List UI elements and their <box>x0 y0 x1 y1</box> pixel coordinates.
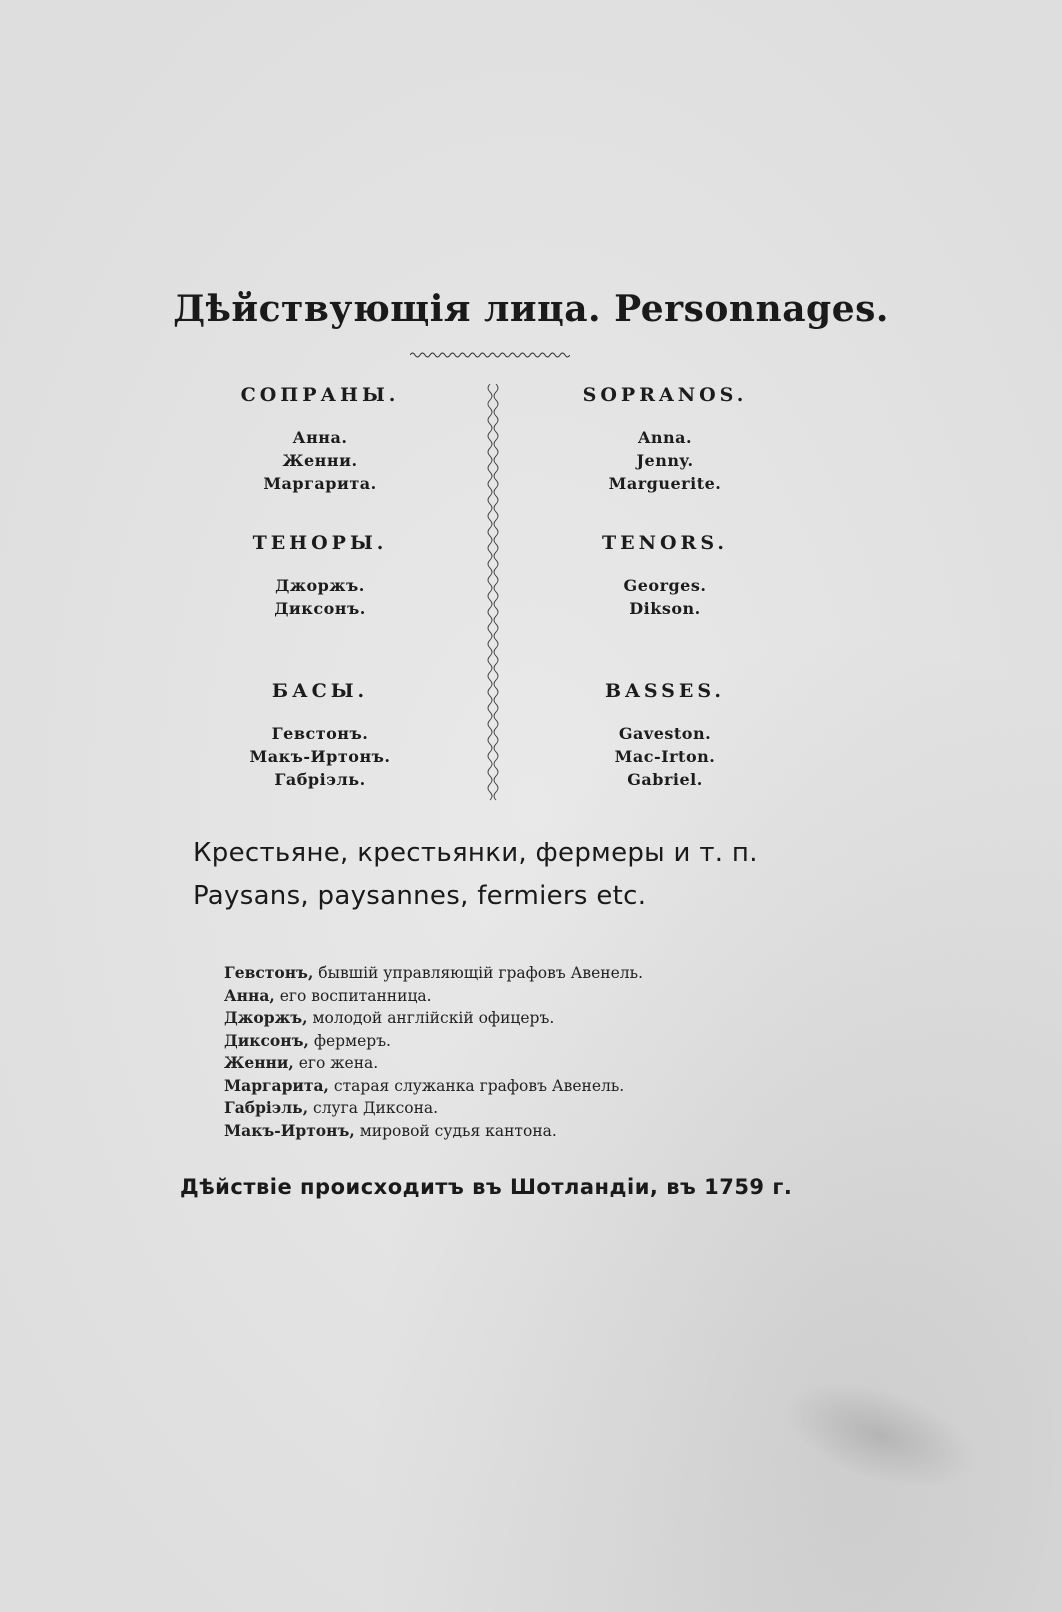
group-heading: TENORS. <box>602 532 728 554</box>
description-role: Анна, <box>224 985 275 1005</box>
cast-name: Габріэль. <box>274 770 366 789</box>
cast-name: Женни. <box>282 451 358 470</box>
cast-name: Jenny. <box>636 451 694 470</box>
description-line <box>224 1007 844 1030</box>
description-line <box>224 1097 844 1120</box>
chorus-russian: Крестьяне, крестьянки, фермеры и т. п. <box>193 838 758 868</box>
description-role: Маргарита, <box>224 1075 329 1095</box>
description-text: старая служанка графовъ Авенель. <box>328 1076 625 1095</box>
cast-column-french <box>545 382 785 791</box>
group-tenors-fr <box>545 530 785 678</box>
description-text: слуга Диксона. <box>308 1099 439 1117</box>
cast-name: Макъ-Иртонъ. <box>249 747 391 766</box>
description-line <box>224 962 844 985</box>
description-role: Макъ-Иртонъ, <box>224 1120 355 1140</box>
cast-name: Маргарита. <box>263 474 377 493</box>
description-text: молодой англійскій офицеръ. <box>307 1009 555 1027</box>
group-sopranos-fr <box>545 382 785 530</box>
cast-column-russian <box>200 382 440 791</box>
group-heading: SOPRANOS. <box>582 384 748 406</box>
decorative-vertical-divider <box>484 384 504 802</box>
description-role: Женни, <box>224 1053 294 1072</box>
cast-name: Анна. <box>292 428 348 447</box>
description-line <box>224 1075 844 1098</box>
cast-name: Гевстонъ. <box>271 724 369 743</box>
paper-stain <box>771 1361 989 1508</box>
description-text: фермеръ. <box>308 1031 391 1050</box>
description-line <box>224 1030 844 1053</box>
cast-name: Диксонъ. <box>274 599 366 618</box>
chorus-french: Paysans, paysannes, fermiers etc. <box>193 881 647 911</box>
group-sopranos-ru <box>200 382 440 530</box>
group-heading: БАСЫ. <box>271 680 369 702</box>
cast-name: Mac-Irton. <box>614 747 716 766</box>
description-line <box>224 1052 844 1075</box>
cast-name: Джоржъ. <box>275 576 365 595</box>
group-heading: ТЕНОРЫ. <box>252 532 388 554</box>
description-text: мировой судья кантона. <box>354 1121 557 1140</box>
description-text: его воспитанница. <box>274 986 432 1005</box>
description-text: бывшій управляющій графовъ Авенель. <box>313 964 644 982</box>
page-title: Дѣйствующія лица. Personnages. <box>173 288 889 330</box>
cast-name: Gaveston. <box>618 724 712 743</box>
description-role: Гевстонъ, <box>224 963 314 982</box>
decorative-wavy-rule <box>410 350 570 360</box>
description-role: Габріэль, <box>224 1098 309 1117</box>
group-heading: BASSES. <box>605 680 725 702</box>
cast-name: Anna. <box>637 428 693 447</box>
setting-line: Дѣйствіе происходитъ въ Шотландіи, въ 1759 г. <box>180 1175 793 1199</box>
cast-name: Georges. <box>623 576 707 595</box>
description-line <box>224 985 844 1008</box>
group-basses-ru <box>200 678 440 791</box>
description-role: Джоржъ, <box>224 1008 308 1027</box>
cast-name: Marguerite. <box>608 474 722 493</box>
description-line <box>224 1120 844 1143</box>
character-descriptions <box>224 962 844 1142</box>
cast-name: Dikson. <box>629 599 701 618</box>
group-basses-fr <box>545 678 785 791</box>
cast-name: Gabriel. <box>627 770 703 789</box>
group-heading: СОПРАНЫ. <box>240 384 400 406</box>
description-text: его жена. <box>293 1054 379 1072</box>
group-tenors-ru <box>200 530 440 678</box>
description-role: Диксонъ, <box>224 1030 309 1050</box>
